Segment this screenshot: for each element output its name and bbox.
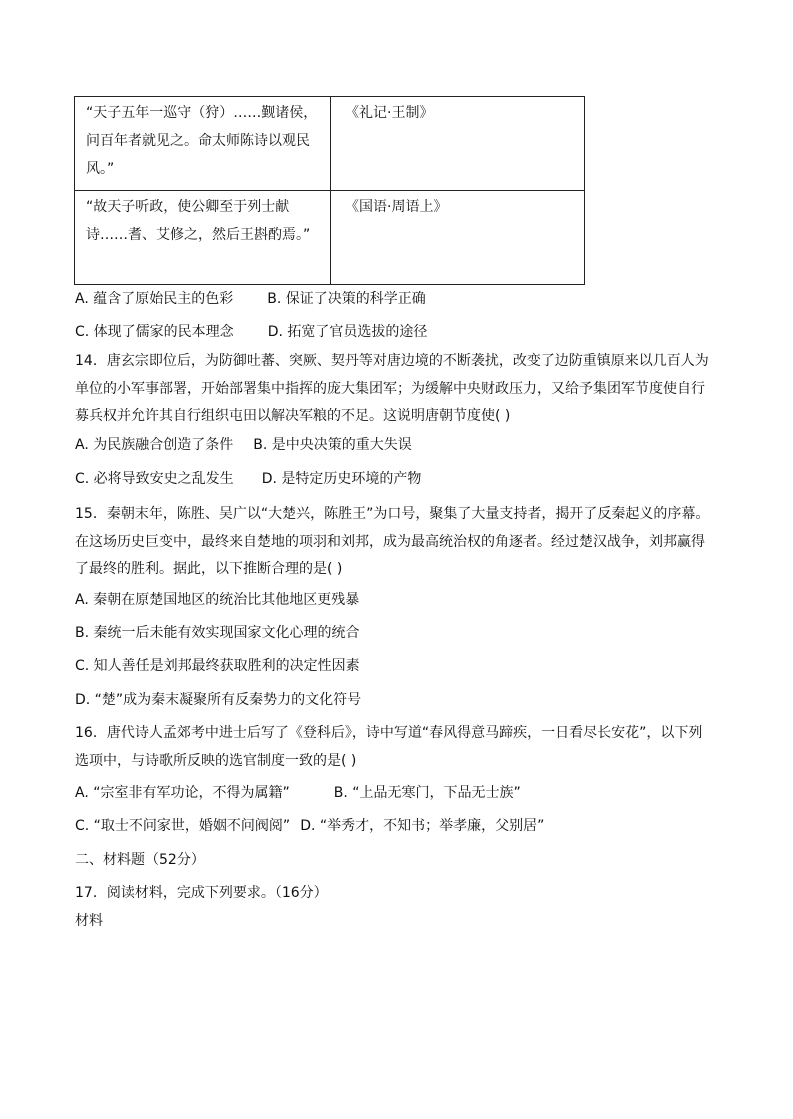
option-a: A. “宗室非有军功论，不得为属籍” — [75, 785, 290, 801]
option-c: C. 必将导致安史之乱发生 — [75, 471, 234, 487]
q15-option-c: C. 知人善任是刘邦最终获取胜利的决定性因素 — [75, 658, 360, 674]
option-c: C. 体现了儒家的民本理念 — [75, 324, 234, 340]
q16-options-row-2 — [75, 816, 544, 836]
option-b: B. 保证了决策的科学正确 — [267, 291, 426, 307]
source-cell: 《国语·周语上》 — [331, 191, 585, 285]
section-title: 二、材料题（52分） — [75, 852, 205, 868]
q14-options-row-2 — [75, 469, 421, 489]
option-b: B. 是中央决策的重大失误 — [253, 437, 412, 453]
option-d: D. 是特定历史环境的产物 — [261, 471, 422, 487]
q13-options-row-1 — [75, 289, 426, 309]
table-row — [75, 97, 585, 191]
question-15-stem: 15．秦朝末年，陈胜、吴广以“大楚兴，陈胜王”为口号，聚集了大量支持者，揭开了反秦起义的序幕。在这场历史巨变中，最终来自楚地的项羽和刘邦，成为最高统治权的角逐者。经过楚汉战争，刘邦赢得了最终的胜利。据此，以下推断合理的是( ) — [75, 506, 710, 577]
q13-options-row-2 — [75, 322, 427, 342]
q15-option-a: A. 秦朝在原楚国地区的统治比其他地区更残暴 — [75, 592, 360, 608]
source-cell: 《礼记·王制》 — [331, 97, 585, 191]
table-row — [75, 191, 585, 285]
option-c: C. “取士不问家世，婚姻不问阀阅” — [75, 818, 291, 834]
option-b: B. “上品无寒门，下品无士族” — [333, 785, 521, 801]
option-d: D. “举秀才，不知书；举孝廉，父别居” — [300, 818, 545, 834]
quote-cell: “故天子听政，使公卿至于列士献诗……耆、艾修之，然后王斟酌焉。” — [75, 191, 331, 285]
q16-options-row-1 — [75, 783, 521, 803]
option-a: A. 为民族融合创造了条件 — [75, 437, 234, 453]
q15-option-b: B. 秦统一后未能有效实现国家文化心理的统合 — [75, 625, 360, 641]
source-table — [74, 96, 585, 285]
q15-option-d: D. “楚”成为秦末凝聚所有反秦势力的文化符号 — [75, 692, 362, 708]
material-label: 材料 — [75, 913, 103, 929]
question-17-stem: 17．阅读材料，完成下列要求。（16分） — [75, 885, 328, 901]
option-a: A. 蕴含了原始民主的色彩 — [75, 291, 234, 307]
question-16-stem: 16．唐代诗人孟郊考中进士后写了《登科后》，诗中写道“春风得意马蹄疾，一日看尽长安花”，以下列选项中，与诗歌所反映的选官制度一致的是( ) — [75, 725, 703, 769]
question-14-stem: 14．唐玄宗即位后，为防御吐蕃、突厥、契丹等对唐边境的不断袭扰，改变了边防重镇原来以几百人为单位的小军事部署，开始部署集中指挥的庞大集团军；为缓解中央财政压力，又给予集团军节度使自行募兵权并允许其自行组织屯田以解决军粮的不足。这说明唐朝节度使( ) — [75, 353, 709, 424]
q14-options-row-1 — [75, 435, 412, 455]
option-d: D. 拓宽了官员选拔的途径 — [267, 324, 428, 340]
quote-cell: “天子五年一巡守（狩）……觐诸侯，问百年者就见之。命太师陈诗以观民风。” — [75, 97, 331, 191]
